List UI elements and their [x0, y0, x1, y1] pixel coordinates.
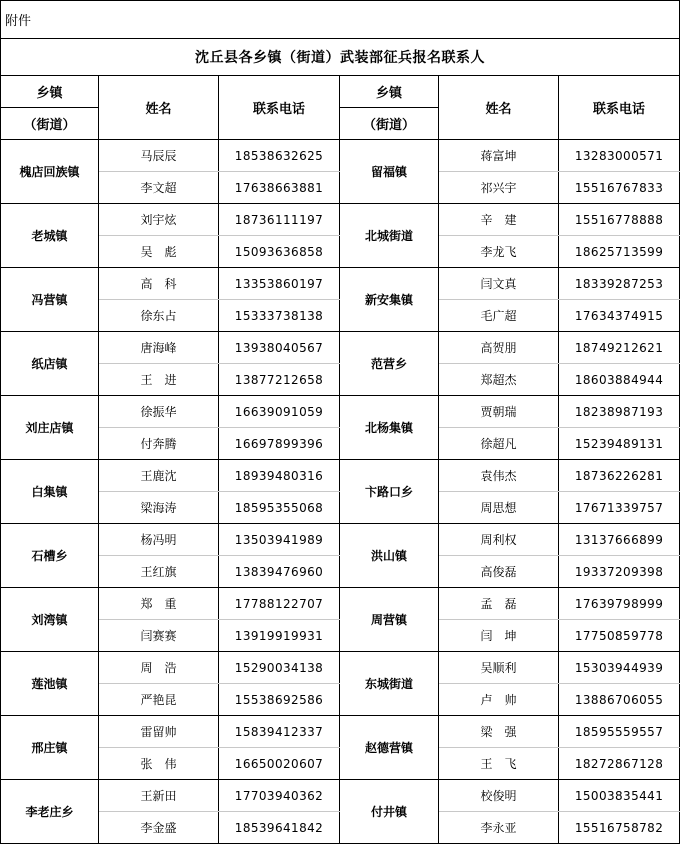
town-cell: 李老庄乡 — [1, 780, 99, 844]
contact-phone: 13283000571 — [559, 140, 680, 172]
contact-name: 李永亚 — [439, 812, 559, 844]
contact-phone: 15003835441 — [559, 780, 680, 812]
town-cell: 槐店回族镇 — [1, 140, 99, 204]
contact-name: 周 浩 — [99, 652, 219, 684]
contact-name: 蒋富坤 — [439, 140, 559, 172]
contact-phone: 19337209398 — [559, 556, 680, 588]
contact-phone: 18625713599 — [559, 236, 680, 268]
contact-name: 郑 重 — [99, 588, 219, 620]
contact-phone: 18603884944 — [559, 364, 680, 396]
contact-name: 袁伟杰 — [439, 460, 559, 492]
contact-name: 李文超 — [99, 172, 219, 204]
contact-name: 校俊明 — [439, 780, 559, 812]
contact-phone: 17638663881 — [219, 172, 340, 204]
contact-phone: 13503941989 — [219, 524, 340, 556]
town-cell: 赵德营镇 — [340, 716, 439, 780]
town-cell: 莲池镇 — [1, 652, 99, 716]
contact-phone: 15516767833 — [559, 172, 680, 204]
contact-phone: 15303944939 — [559, 652, 680, 684]
town-cell: 洪山镇 — [340, 524, 439, 588]
contact-name: 闫赛赛 — [99, 620, 219, 652]
contact-name: 周思想 — [439, 492, 559, 524]
contact-phone: 16639091059 — [219, 396, 340, 428]
contact-name: 梁 强 — [439, 716, 559, 748]
contact-name: 周利权 — [439, 524, 559, 556]
header-town-line2: （街道） — [340, 108, 439, 140]
contact-name: 贾朝瑞 — [439, 396, 559, 428]
header-town-line2: （街道） — [1, 108, 99, 140]
contact-name: 吴 彪 — [99, 236, 219, 268]
contact-phone: 15239489131 — [559, 428, 680, 460]
contact-phone: 18749212621 — [559, 332, 680, 364]
contact-phone: 16697899396 — [219, 428, 340, 460]
town-cell: 石槽乡 — [1, 524, 99, 588]
contact-phone: 17639798999 — [559, 588, 680, 620]
contact-phone: 15290034138 — [219, 652, 340, 684]
contact-phone: 13919919931 — [219, 620, 340, 652]
contact-name: 卢 帅 — [439, 684, 559, 716]
table-row — [1, 460, 680, 492]
header-name: 姓名 — [99, 76, 219, 140]
contact-phone: 18595355068 — [219, 492, 340, 524]
town-cell: 周营镇 — [340, 588, 439, 652]
contact-phone: 18595559557 — [559, 716, 680, 748]
table-row — [1, 268, 680, 300]
town-cell: 老城镇 — [1, 204, 99, 268]
town-cell: 纸店镇 — [1, 332, 99, 396]
contact-phone: 17634374915 — [559, 300, 680, 332]
town-cell: 北城街道 — [340, 204, 439, 268]
contact-phone: 18272867128 — [559, 748, 680, 780]
table-title: 沈丘县各乡镇（街道）武装部征兵报名联系人 — [1, 39, 680, 76]
contact-name: 祁兴宇 — [439, 172, 559, 204]
contact-phone: 18339287253 — [559, 268, 680, 300]
contact-name: 郑超杰 — [439, 364, 559, 396]
contact-name: 闫 坤 — [439, 620, 559, 652]
contact-phone: 13877212658 — [219, 364, 340, 396]
town-cell: 刘湾镇 — [1, 588, 99, 652]
contact-phone: 17703940362 — [219, 780, 340, 812]
header-town-line1: 乡镇 — [340, 76, 439, 108]
contact-name: 唐海峰 — [99, 332, 219, 364]
contact-phone: 17750859778 — [559, 620, 680, 652]
header-phone: 联系电话 — [219, 76, 340, 140]
town-cell: 范营乡 — [340, 332, 439, 396]
town-cell: 刘庄店镇 — [1, 396, 99, 460]
contact-name: 梁海涛 — [99, 492, 219, 524]
contact-phone: 18538632625 — [219, 140, 340, 172]
table-row — [1, 780, 680, 812]
attachment-label: 附件 — [1, 1, 680, 39]
contact-phone: 16650020607 — [219, 748, 340, 780]
table-row — [1, 140, 680, 172]
contact-name: 张 伟 — [99, 748, 219, 780]
table-row — [1, 588, 680, 620]
contact-phone: 13839476960 — [219, 556, 340, 588]
table-row — [1, 716, 680, 748]
header-town-line1: 乡镇 — [1, 76, 99, 108]
contact-name: 高贺朋 — [439, 332, 559, 364]
header-name: 姓名 — [439, 76, 559, 140]
town-cell: 邢庄镇 — [1, 716, 99, 780]
town-cell: 冯营镇 — [1, 268, 99, 332]
contact-phone: 18539641842 — [219, 812, 340, 844]
contact-phone: 15516758782 — [559, 812, 680, 844]
contact-name: 李金盛 — [99, 812, 219, 844]
town-cell: 北杨集镇 — [340, 396, 439, 460]
table-row — [1, 524, 680, 556]
contact-name: 闫文真 — [439, 268, 559, 300]
town-cell: 卞路口乡 — [340, 460, 439, 524]
contact-name: 雷留帅 — [99, 716, 219, 748]
contact-name: 高 科 — [99, 268, 219, 300]
town-cell: 留福镇 — [340, 140, 439, 204]
contact-name: 李龙飞 — [439, 236, 559, 268]
contact-name: 徐超凡 — [439, 428, 559, 460]
contact-name: 高俊磊 — [439, 556, 559, 588]
contact-phone: 13137666899 — [559, 524, 680, 556]
contact-phone: 18238987193 — [559, 396, 680, 428]
contact-name: 徐振华 — [99, 396, 219, 428]
header-phone: 联系电话 — [559, 76, 680, 140]
contact-name: 王 进 — [99, 364, 219, 396]
table-row — [1, 396, 680, 428]
contact-phone: 15333738138 — [219, 300, 340, 332]
contact-name: 王新田 — [99, 780, 219, 812]
contact-name: 杨冯明 — [99, 524, 219, 556]
contact-name: 王红旗 — [99, 556, 219, 588]
contact-name: 刘宇炫 — [99, 204, 219, 236]
contact-phone: 18736226281 — [559, 460, 680, 492]
contact-name: 徐东占 — [99, 300, 219, 332]
contact-name: 马辰辰 — [99, 140, 219, 172]
contact-phone: 18736111197 — [219, 204, 340, 236]
table-row — [1, 204, 680, 236]
contact-name: 毛广超 — [439, 300, 559, 332]
town-cell: 新安集镇 — [340, 268, 439, 332]
contact-name: 王鹿沈 — [99, 460, 219, 492]
contact-name: 付奔腾 — [99, 428, 219, 460]
contact-phone: 15093636858 — [219, 236, 340, 268]
contact-phone: 18939480316 — [219, 460, 340, 492]
town-cell: 白集镇 — [1, 460, 99, 524]
contact-phone: 15516778888 — [559, 204, 680, 236]
contact-phone: 17788122707 — [219, 588, 340, 620]
contact-phone: 17671339757 — [559, 492, 680, 524]
contact-phone: 13938040567 — [219, 332, 340, 364]
contact-phone: 13353860197 — [219, 268, 340, 300]
contact-name: 严艳昆 — [99, 684, 219, 716]
contact-name: 辛 建 — [439, 204, 559, 236]
contact-phone: 15839412337 — [219, 716, 340, 748]
contact-name: 王 飞 — [439, 748, 559, 780]
town-cell: 东城街道 — [340, 652, 439, 716]
town-cell: 付井镇 — [340, 780, 439, 844]
contact-phone: 15538692586 — [219, 684, 340, 716]
table-row — [1, 332, 680, 364]
contact-phone: 13886706055 — [559, 684, 680, 716]
contact-name: 吴顺利 — [439, 652, 559, 684]
table-row — [1, 652, 680, 684]
contact-name: 孟 磊 — [439, 588, 559, 620]
